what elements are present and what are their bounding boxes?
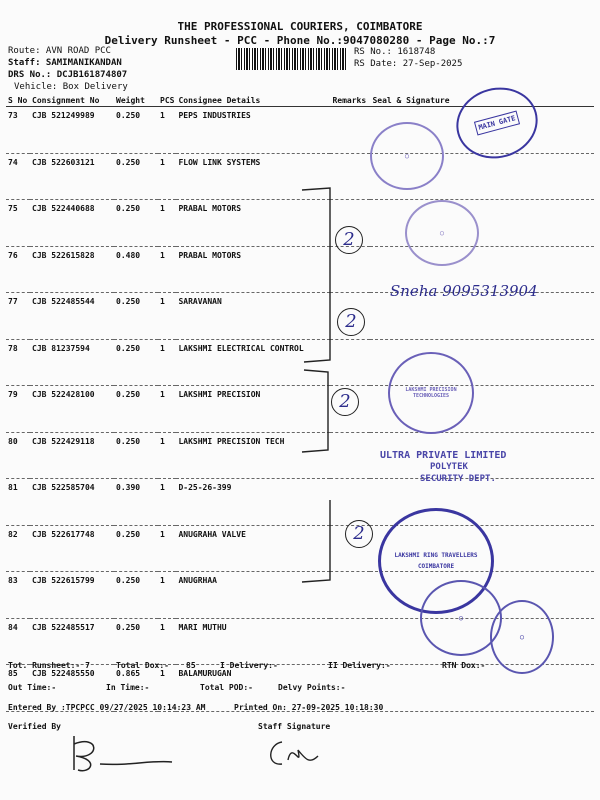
delvy-points: Delvy Points:- — [278, 683, 346, 692]
signature-stamp: ○ — [370, 122, 444, 190]
cell-remarks — [330, 618, 370, 665]
cell-pcs: 1 — [158, 246, 176, 293]
cell-consignee: SARAVANAN — [176, 293, 330, 340]
route: Route: AVN ROAD PCC — [8, 46, 111, 56]
cell-consignment: CJB 522485550 — [30, 665, 114, 712]
cell-weight: 0.250 — [114, 572, 158, 619]
cell-weight: 0.250 — [114, 386, 158, 433]
ii-delivery: II Delivery:- — [328, 661, 391, 670]
cell-weight: 0.250 — [114, 525, 158, 572]
cell-sno: 77 — [6, 293, 30, 340]
in-time: In Time:- — [106, 683, 150, 692]
cell-sno: 75 — [6, 200, 30, 247]
cell-seal — [370, 665, 594, 712]
col-remarks: Remarks — [330, 94, 370, 107]
cell-consignment: CJB 522615828 — [30, 246, 114, 293]
cell-consignee: PRABAL MOTORS — [176, 200, 330, 247]
cell-weight: 0.250 — [114, 339, 158, 386]
ultra-stamp: ULTRA PRIVATE LIMITED — [380, 450, 507, 461]
cell-pcs: 1 — [158, 665, 176, 712]
rs-date: RS Date: 27-Sep-2025 — [354, 59, 463, 69]
cell-consignment: CJB 521249989 — [30, 107, 114, 154]
verifier-signature — [60, 730, 180, 780]
cell-weight: 0.865 — [114, 665, 158, 712]
cell-sno: 80 — [6, 432, 30, 479]
rtn-dox: RTN Dox:- — [442, 661, 486, 670]
drs-number: DRS No.: DCJB161874807 — [8, 70, 128, 80]
col-pcs: PCS — [160, 95, 175, 105]
cell-seal — [370, 200, 594, 247]
travellers-stamp: LAKSHMI RING TRAVELLERS COIMBATORE — [378, 508, 494, 614]
staff: Staff: SAMIMANIKANDAN — [8, 58, 122, 68]
cell-sno: 76 — [6, 246, 30, 293]
vehicle: Vehicle: Box Delivery — [14, 82, 128, 92]
cell-remarks — [330, 107, 370, 154]
cell-pcs: 1 — [158, 293, 176, 340]
remark-mark: 2 — [335, 226, 363, 254]
verified-by: Verified By — [8, 722, 61, 731]
total-pod: Total POD:- — [200, 683, 253, 692]
cell-consignee: MARI MUTHU — [176, 618, 330, 665]
out-time: Out Time:- — [8, 683, 57, 692]
cell-consignment: CJB 522617748 — [30, 525, 114, 572]
cell-consignment: CJB 522485544 — [30, 293, 114, 340]
cell-sno: 73 — [6, 107, 30, 154]
remark-mark: 2 — [331, 388, 359, 416]
cell-consignee: PRABAL MOTORS — [176, 246, 330, 293]
cell-pcs: 1 — [158, 153, 176, 200]
cell-pcs: 1 — [158, 200, 176, 247]
handwritten-phone: Sneha 9095313904 — [390, 282, 538, 300]
cell-consignment: CJB 522440688 — [30, 200, 114, 247]
cell-sno: 74 — [6, 153, 30, 200]
cell-weight: 0.250 — [114, 200, 158, 247]
col-weight: Weight — [114, 94, 158, 107]
cell-consignee: LAKSHMI PRECISION — [176, 386, 330, 433]
tot-runsheet: Tot. Runsheet:- 7 — [8, 661, 90, 670]
cell-consignment: CJB 522585704 — [30, 479, 114, 526]
staff-signature: Staff Signature — [258, 722, 331, 731]
cell-pcs: 1 — [158, 107, 176, 154]
cell-consignee: BALAMURUGAN — [176, 665, 330, 712]
cell-sno: 79 — [6, 386, 30, 433]
remark-mark: 2 — [337, 308, 365, 336]
remark-mark: 2 — [345, 520, 373, 548]
cell-pcs: 1 — [158, 525, 176, 572]
cell-weight: 0.390 — [114, 479, 158, 526]
cell-pcs: 1 — [158, 339, 176, 386]
cell-consignee: FLOW LINK SYSTEMS — [176, 153, 330, 200]
cell-pcs: 1 — [158, 479, 176, 526]
cell-pcs: 1 — [158, 618, 176, 665]
cell-consignee: PEPS INDUSTRIES — [176, 107, 330, 154]
col-consignment: Consignment No — [30, 94, 114, 107]
cell-consignee: D-25-26-399 — [176, 479, 330, 526]
total-dox: Total Dox:- — [116, 661, 169, 670]
cell-sno: 85 — [6, 665, 30, 712]
signature-stamp: ○ — [405, 200, 479, 266]
security-stamp: SECURITY DEPT. — [420, 474, 496, 484]
total-dox-value: 85 — [186, 661, 196, 670]
cell-consignee: ANUGRHAA — [176, 572, 330, 619]
col-sno: S No — [6, 94, 30, 107]
cell-consignment: CJB 522603121 — [30, 153, 114, 200]
cell-pcs: 1 — [158, 386, 176, 433]
company-round-stamp: ○ — [490, 600, 554, 674]
barcode — [236, 48, 348, 70]
cell-consignment: CJB 522485517 — [30, 618, 114, 665]
main-gate-stamp: MAIN GATE — [448, 79, 545, 168]
cell-weight: 0.250 — [114, 432, 158, 479]
cell-weight: 0.250 — [114, 293, 158, 340]
cell-sno: 84 — [6, 618, 30, 665]
cell-pcs: 1 — [158, 572, 176, 619]
cell-consignment: CJB 81237594 — [30, 339, 114, 386]
company-title: THE PROFESSIONAL COURIERS, COIMBATORE — [177, 20, 423, 33]
cell-weight: 0.250 — [114, 153, 158, 200]
cell-sno: 83 — [6, 572, 30, 619]
printed-on: Printed On: 27-09-2025 10:18:30 — [234, 703, 384, 712]
runsheet-subtitle: Delivery Runsheet - PCC - Phone No.:9047080280 - Page No.:7 — [104, 34, 496, 47]
staff-signature-mark — [262, 730, 342, 780]
cell-sno: 81 — [6, 479, 30, 526]
lakshmi-precision-stamp: LAKSHMI PRECISION TECHNOLOGIES — [388, 352, 474, 434]
cell-sno: 78 — [6, 339, 30, 386]
cell-consignee: ANUGRAHA VALVE — [176, 525, 330, 572]
company-round-stamp: ○ — [420, 580, 502, 656]
polytek-stamp: POLYTEK — [430, 462, 468, 472]
i-delivery: I Delivery:- — [220, 661, 278, 670]
entered-by: Entered By :TPCPCC 09/27/2025 10:14:23 AM — [8, 703, 206, 712]
col-consignee: Consignee Details — [176, 94, 330, 107]
cell-consignee: LAKSHMI ELECTRICAL CONTROL — [176, 339, 330, 386]
cell-consignment: CJB 522428100 — [30, 386, 114, 433]
cell-consignment: CJB 522615799 — [30, 572, 114, 619]
cell-sno: 82 — [6, 525, 30, 572]
cell-weight: 0.250 — [114, 618, 158, 665]
cell-pcs: 1 — [158, 432, 176, 479]
cell-consignment: CJB 522429118 — [30, 432, 114, 479]
cell-weight: 0.480 — [114, 246, 158, 293]
col-seal: Seal & Signature — [370, 94, 594, 107]
rs-number: RS No.: 1618748 — [354, 47, 436, 57]
cell-weight: 0.250 — [114, 107, 158, 154]
cell-consignee: LAKSHMI PRECISION TECH — [176, 432, 330, 479]
